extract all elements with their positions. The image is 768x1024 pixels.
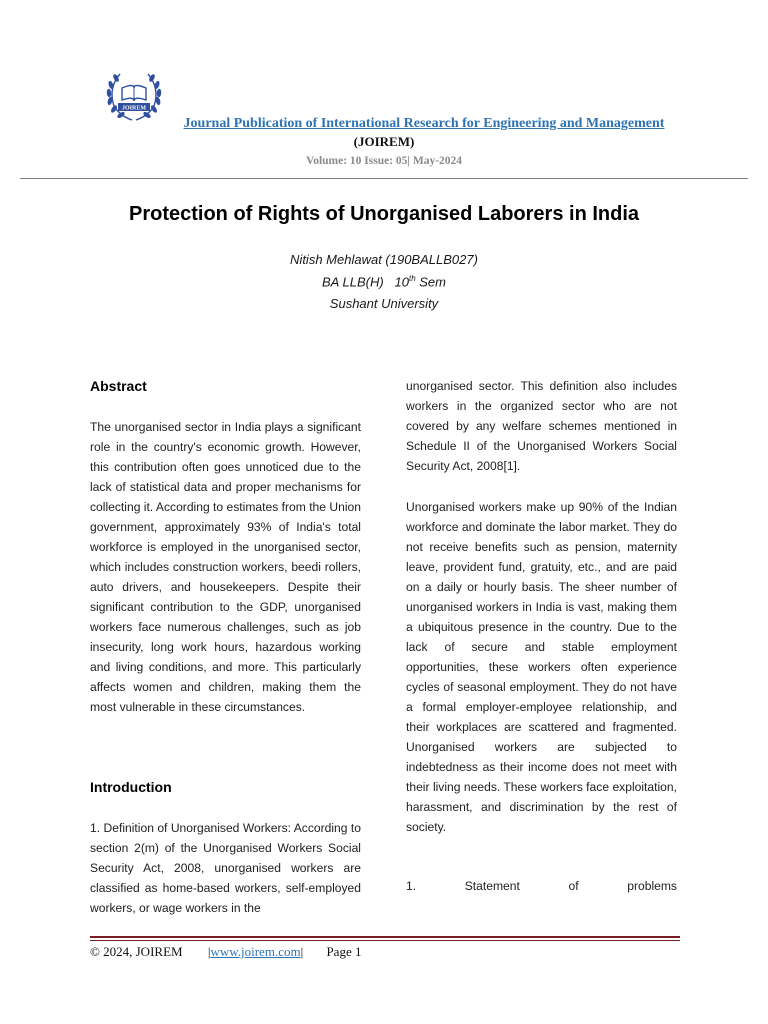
abstract-heading: Abstract [90, 378, 147, 394]
journal-title-link[interactable]: Journal Publication of International Research for Engineering and Management [183, 116, 665, 131]
footer-divider-thin [90, 940, 680, 941]
statement-word-2: of [568, 879, 579, 893]
footer-divider-thick [90, 936, 680, 938]
author-degree [0, 274, 768, 289]
page-footer: © 2024, JOIREM |www.joirem.com| Page 1 [90, 944, 362, 959]
statement-of-problems-heading [406, 876, 677, 896]
degree-superscript: th [408, 274, 416, 283]
statement-word-3: problems [627, 879, 677, 893]
degree-prefix: BA LLB(H) 10 [322, 274, 409, 290]
logo-text: JOIREM [122, 105, 146, 112]
volume-issue: Volume: 10 Issue: 05| May-2024 [305, 155, 463, 167]
author-name: Nitish Mehlawat (190BALLB027) [290, 252, 478, 267]
author-university: Sushant University [329, 296, 439, 311]
degree-suffix: Sem [415, 274, 446, 290]
introduction-heading: Introduction [90, 779, 172, 795]
right-paragraph-1: unorganised sector. This definition also includes workers in the organized sector who are not covered by any welfare schemes mentioned in Schedule II of the Unorganised Workers Social Security Act, 2008[1]. [406, 379, 677, 473]
header-divider [20, 178, 748, 179]
statement-word-1: Statement [464, 879, 520, 893]
statement-number: 1. [406, 879, 417, 893]
footer-website-link[interactable]: www.joirem.com [210, 944, 301, 959]
journal-abbreviation: (JOIREM) [353, 134, 415, 149]
article-title: Protection of Rights of Unorganised Laborers in India [128, 203, 640, 225]
introduction-text: 1. Definition of Unorganised Workers: According to section 2(m) of the Unorganised Workers Social Security Act, 2008, unorganised workers are classified as home-based workers, self-employed workers, or wage workers in the [90, 821, 361, 915]
footer-copyright: © 2024, JOIREM [90, 944, 183, 959]
right-paragraph-2: Unorganised workers make up 90% of the Indian workforce and dominate the labor market. They do not receive benefits such as pension, maternity leave, provident fund, gratuity, etc., and are paid on a daily or hourly basis. The sheer number of unorganised workers in India is vast, making them a ubiquitous presence in the country. Due to the lack of secure and stable employment opportunities, these workers often experience cycles of seasonal employment. They do not have a formal employer-employee relationship, and their workplaces are scattered and fragmented. Unorganised workers are subjected to indebtedness as their income does not meet with their living needs. These workers face exploitation, harassment, and discrimination by the rest of society. [406, 500, 677, 834]
footer-page-number: Page 1 [326, 944, 362, 959]
abstract-text: The unorganised sector in India plays a significant role in the country's economic growth. However, this contribution often goes unnoticed due to the lack of statistical data and proper mechanisms for collecting it. According to estimates from the Union government, approximately 93% of India's total workforce is employed in the unorganised sector, which includes construction workers, beedi rollers, auto drivers, and housekeepers. Despite their significant contribution to the GDP, unorganised workers face numerous challenges, such as job insecurity, long work hours, hazardous working and living conditions, and more. This particularly affects women and children, making them the most vulnerable in these circumstances. [90, 420, 361, 714]
